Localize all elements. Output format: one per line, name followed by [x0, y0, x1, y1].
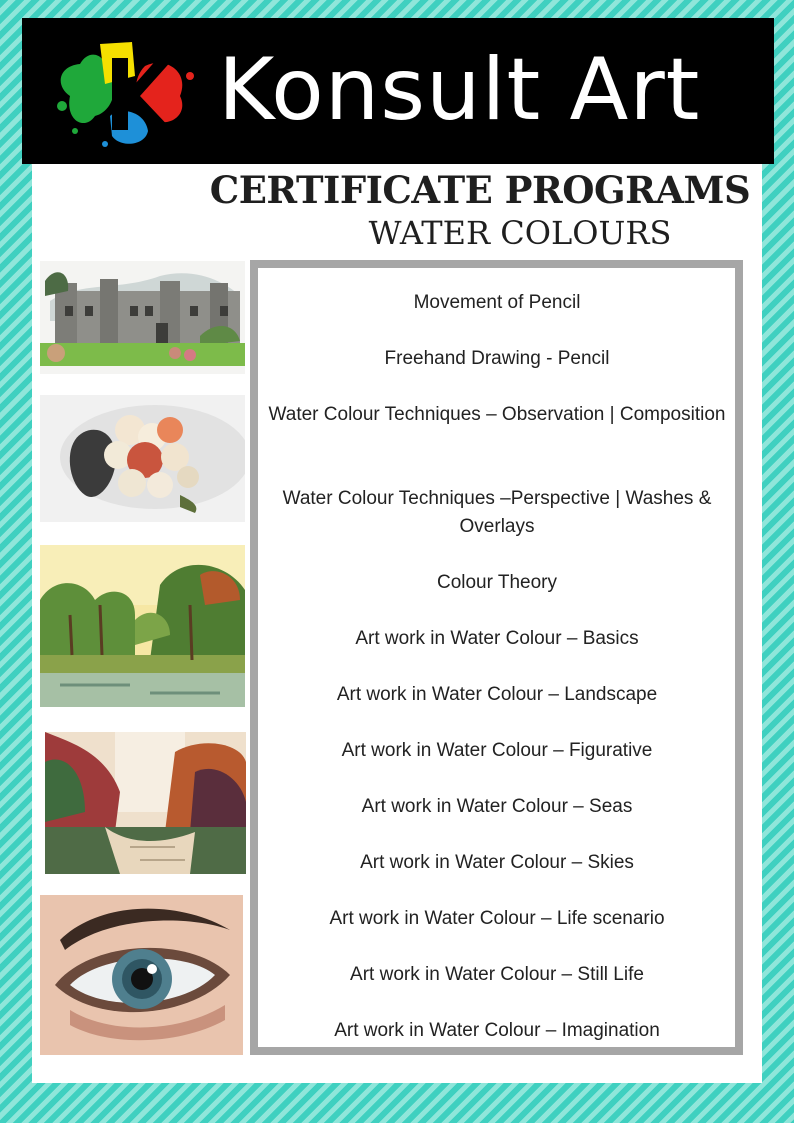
course-item: Art work in Water Colour – Still Life [350, 964, 644, 985]
course-item: Colour Theory [436, 572, 558, 593]
konsult-art-logo-icon [50, 36, 200, 151]
course-item: Art work in Water Colour – Landscape [336, 684, 658, 705]
page-title: CERTIFICATE PROGRAMS [209, 168, 751, 212]
course-item: Art work in Water Colour – Life scenario [329, 908, 665, 929]
course-item: Movement of Pencil [413, 292, 581, 313]
brand-banner [22, 18, 774, 164]
course-item: Art work in Water Colour – Basics [355, 628, 639, 649]
course-item: Freehand Drawing - Pencil [384, 348, 610, 369]
course-item: Art work in Water Colour – Imagination [334, 1020, 660, 1041]
course-item: Water Colour Techniques –Perspective | Washes & Overlays [282, 488, 712, 537]
brand-name: Konsult Art [218, 40, 701, 140]
forest-landscape-painting-icon [40, 545, 245, 707]
course-item: Art work in Water Colour – Figurative [341, 740, 653, 761]
page-subtitle: WATER COLOURS [368, 214, 672, 252]
rose-bouquet-painting-icon [40, 395, 245, 522]
course-item: Art work in Water Colour – Skies [360, 852, 634, 873]
castle-garden-painting-icon [40, 261, 245, 374]
course-item: Water Colour Techniques – Observation | Composition [268, 404, 726, 425]
course-list-panel [250, 260, 743, 1055]
river-sunset-painting-icon [45, 732, 246, 874]
eye-painting-icon [40, 895, 243, 1055]
course-item: Art work in Water Colour – Seas [361, 796, 633, 817]
